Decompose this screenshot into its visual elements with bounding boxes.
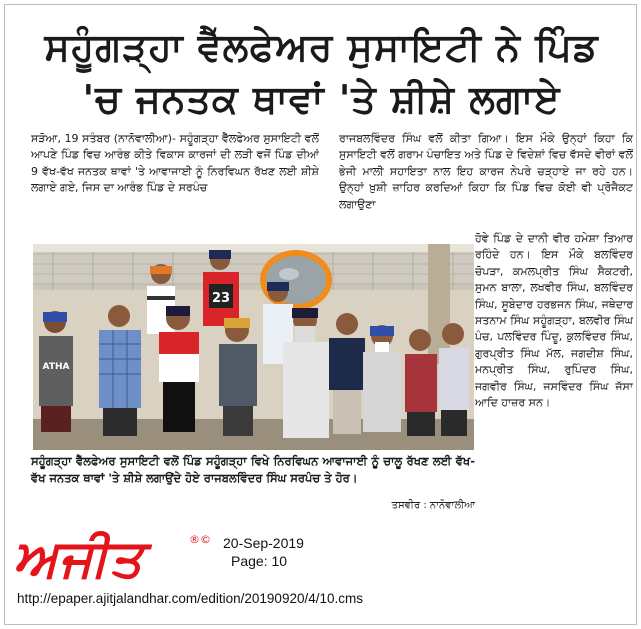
- page-number: Page: 10: [231, 553, 288, 569]
- shirt-number: 23: [211, 291, 231, 306]
- photo-credit: ਤਸਵੀਰ : ਨਾਨੋਵਾਲੀਆ: [391, 500, 475, 511]
- mirror-glare: [279, 268, 299, 280]
- headline-line-1: ਸਹੂੰਗੜ੍ਹਾ ਵੈੱਲਫੇਅਰ ਸੁਸਾਇਟੀ ਨੇ ਪਿੰਡ: [44, 25, 599, 69]
- edition-date: 20-Sep-2019: [223, 535, 304, 551]
- article-column-right-lower: ਹੋਵੇ ਪਿੰਡ ਦੇ ਦਾਨੀ ਵੀਰ ਹਮੇਸ਼ਾ ਤਿਆਰ ਰਹਿੰਦੇ ਹਨ। ਇਸ ਮੌਕੇ ਬਲਵਿੰਦਰ ਚੋਪੜਾ, ਕਮਲਪ੍ਰੀਤ ਸਿੰਘ ਸੈਕਟਰੀ, ਸੁਮਨ ਬਾਲਾ, ਲਖਵੀਰ ਸਿੰਘ, ਬਲਵਿੰਦਰ ਸਿੰਘ, ਸੂਬੇਦਾਰ ਹਰਭਜਨ ਸਿੰਘ, ਜਥੇਦਾਰ ਸਤਨਾਮ ਸਿੰਘ ਸਹੂੰਗੜ੍ਹਾ, ਬਲਵੀਰ ਸਿੰਘ ਪੰਚ, ਪਲਵਿੰਦਰ ਪਿੰਦੂ, ਕੁਲਵਿੰਦਰ ਸਿੰਘ, ਗੁਰਪ੍ਰੀਤ ਸਿੰਘ ਮੱਲ, ਜਗਦੀਸ਼ ਸਿੰਘ, ਮਨਪ੍ਰੀਤ ਸਿੰਘ, ਰੁਪਿੰਦਰ ਸਿੰਘ, ਜਗਵੀਰ ਸਿੰਘ, ਜਸਵਿੰਦਰ ਸਿੰਘ ਜੱਸਾ ਆਦਿ ਹਾਜ਼ਰ ਸਨ।: [475, 232, 633, 410]
- news-photo: [33, 244, 474, 450]
- ajit-logo: ਅਜੀਤ: [13, 529, 144, 589]
- shirt-text: ATHA: [42, 362, 70, 372]
- photo-caption: ਸਹੂੰਗੜ੍ਹਾ ਵੈੱਲਫੇਅਰ ਸੁਸਾਇਟੀ ਵਲੋਂ ਪਿੰਡ ਸਹੂੰਗੜ੍ਹਾ ਵਿਖੇ ਨਿਰਵਿਘਨ ਆਵਾਜਾਈ ਨੂੰ ਚਾਲੂ ਰੱਖਣ ਲਈ ਵੱਖ-ਵੱਖ ਜਨਤਕ ਥਾਵਾਂ 'ਤੇ ਸ਼ੀਸ਼ੇ ਲਗਾਉਂਦੇ ਹੋਏ ਰਾਜਬਲਵਿੰਦਰ ਸਿੰਘ ਸਰਪੰਚ ਤੇ ਹੋਰ।: [31, 454, 475, 485]
- article-column-left: ਸੜੋਆ, 19 ਸਤੰਬਰ (ਨਾਨੋਵਾਲੀਆ)- ਸਹੂੰਗੜ੍ਹਾ ਵੈੱਲਫੇਅਰ ਸੁਸਾਇਟੀ ਵਲੋਂ ਆਪਣੇ ਪਿੰਡ ਵਿਚ ਆਰੰਭ ਕੀਤੇ ਵਿਕਾਸ ਕਾਰਜਾਂ ਦੀ ਲੜੀ ਵਜੋਂ ਪਿੰਡ ਦੀਆਂ 9 ਵੱਖ-ਵੱਖ ਜਨਤਕ ਥਾਵਾਂ 'ਤੇ ਆਵਾਜਾਈ ਨੂੰ ਨਿਰਵਿਘਨ ਰੱਖਣ ਲਈ ਸ਼ੀਸ਼ੇ ਲਗਾਏ ਗਏ, ਜਿਸ ਦਾ ਆਰੰਭ ਪਿੰਡ ਦੇ ਸਰਪੰਚ: [31, 132, 319, 195]
- newspaper-clipping: [4, 4, 637, 625]
- masthead-logo: [13, 529, 213, 589]
- pillar: [428, 244, 450, 364]
- registered-mark: ®©: [189, 533, 211, 546]
- article-column-right-top: ਰਾਜਬਲਵਿੰਦਰ ਸਿੰਘ ਵਲੋਂ ਕੀਤਾ ਗਿਆ। ਇਸ ਮੌਕੇ ਉਨ੍ਹਾਂ ਕਿਹਾ ਕਿ ਸੁਸਾਇਟੀ ਵਲੋਂ ਗਰਾਮ ਪੰਚਾਇਤ ਅਤੇ ਪਿੰਡ ਦੇ ਵਿਦੇਸ਼ਾਂ ਵਿਚ ਵੱਸਦੇ ਵੀਰਾਂ ਵਲੋਂ ਭੇਜੀ ਮਾਲੀ ਸਹਾਇਤਾ ਨਾਲ ਇਹ ਕਾਰਜ ਨੇਪਰੇ ਚੜ੍ਹਾਏ ਜਾ ਰਹੇ ਹਨ। ਉਨ੍ਹਾਂ ਖ਼ੁਸ਼ੀ ਜ਼ਾਹਿਰ ਕਰਦਿਆਂ ਕਿਹਾ ਕਿ ਪਿੰਡ ਵਿਚ ਕੋਈ ਵੀ ਪ੍ਰੋਜੈਕਟ ਲਗਾਉਣਾ: [339, 132, 633, 211]
- headline-line-2: 'ਚ ਜਨਤਕ ਥਾਵਾਂ 'ਤੇ ਸ਼ੀਸ਼ੇ ਲਗਾਏ: [82, 77, 561, 121]
- group-photo-illustration: [33, 244, 474, 450]
- source-url[interactable]: http://epaper.ajitjalandhar.com/edition/20190920/4/10.cms: [17, 591, 363, 606]
